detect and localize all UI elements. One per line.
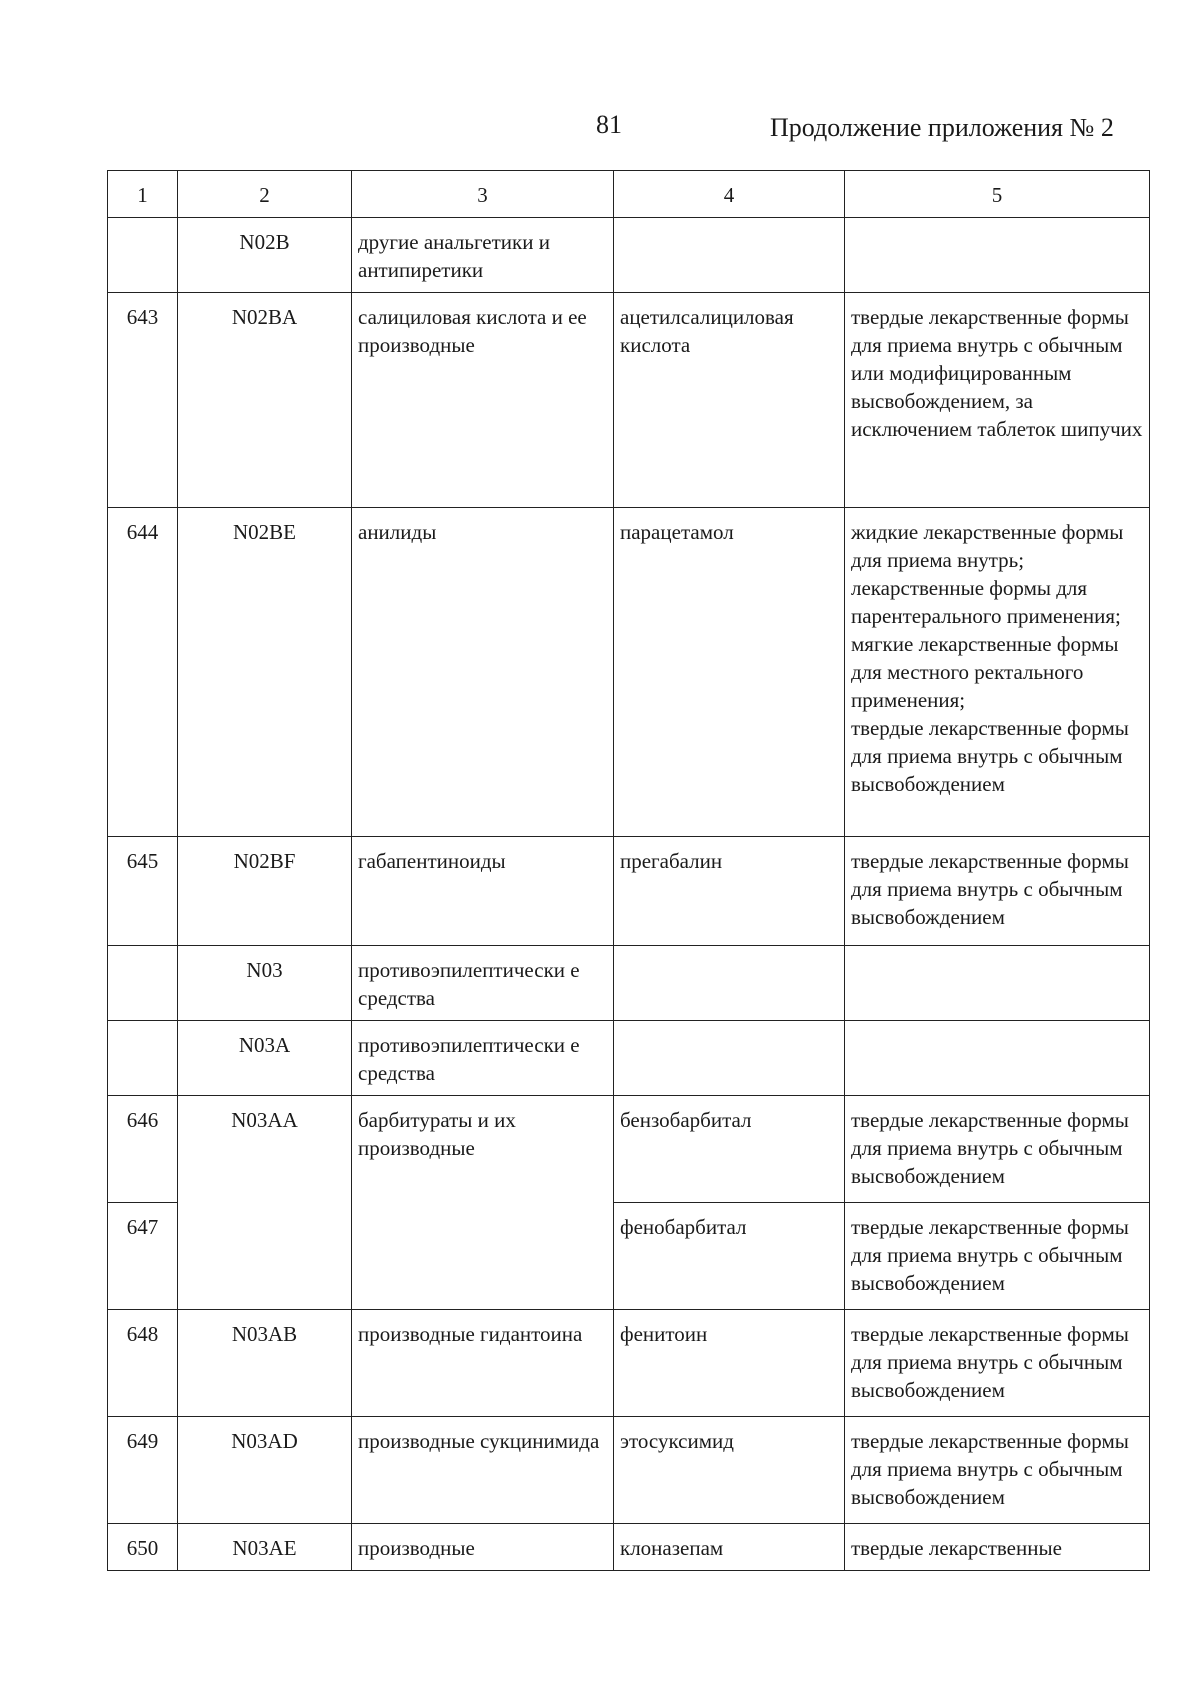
table-row <box>108 946 1150 1021</box>
dosage-forms <box>845 1021 1150 1096</box>
atc-code: N02BE <box>178 508 352 837</box>
page-number: 81 <box>596 110 622 139</box>
atc-code: N03AD <box>178 1417 352 1524</box>
group-name: анилиды <box>352 508 614 837</box>
group-name: производные сукцинимида <box>352 1417 614 1524</box>
column-header: 3 <box>352 171 614 218</box>
column-header: 1 <box>108 171 178 218</box>
group-name: противоэпилептически е средства <box>352 946 614 1021</box>
table-row <box>108 1310 1150 1417</box>
row-number: 650 <box>108 1524 178 1571</box>
column-header: 4 <box>614 171 845 218</box>
table-row <box>108 1417 1150 1524</box>
group-name: производные гидантоина <box>352 1310 614 1417</box>
table-row <box>108 508 1150 837</box>
dosage-forms <box>845 946 1150 1021</box>
group-name: барбитураты и их производные <box>352 1096 614 1310</box>
dosage-forms: твердые лекарственные формы для приема внутрь с обычным высвобождением <box>845 837 1150 946</box>
row-number <box>108 218 178 293</box>
drug-table <box>107 170 1150 1571</box>
atc-code: N03AA <box>178 1096 352 1310</box>
substance-name: клоназепам <box>614 1524 845 1571</box>
table-row <box>108 1096 1150 1203</box>
group-name: противоэпилептически е средства <box>352 1021 614 1096</box>
group-name: другие анальгетики и антипиретики <box>352 218 614 293</box>
atc-code: N02BF <box>178 837 352 946</box>
substance-name: фенитоин <box>614 1310 845 1417</box>
table-row <box>108 1524 1150 1571</box>
dosage-forms: твердые лекарственные формы для приема внутрь с обычным или модифицированным высвобождением, за исключением таблеток шипучих <box>845 293 1150 508</box>
substance-name: ацетилсалициловая кислота <box>614 293 845 508</box>
row-number: 644 <box>108 508 178 837</box>
row-number <box>108 1021 178 1096</box>
row-number: 646 <box>108 1096 178 1203</box>
group-name: габапентиноиды <box>352 837 614 946</box>
dosage-forms: твердые лекарственные <box>845 1524 1150 1571</box>
substance-name: фенобарбитал <box>614 1203 845 1310</box>
row-number <box>108 946 178 1021</box>
table-row <box>108 293 1150 508</box>
group-name: производные <box>352 1524 614 1571</box>
column-header: 5 <box>845 171 1150 218</box>
dosage-forms: твердые лекарственные формы для приема внутрь с обычным высвобождением <box>845 1203 1150 1310</box>
atc-code: N03 <box>178 946 352 1021</box>
atc-code: N03A <box>178 1021 352 1096</box>
substance-name: этосуксимид <box>614 1417 845 1524</box>
table-header-row <box>108 171 1150 218</box>
row-number: 643 <box>108 293 178 508</box>
table-row <box>108 1021 1150 1096</box>
dosage-forms <box>845 218 1150 293</box>
dosage-forms: жидкие лекарственные формы для приема внутрь; лекарственные формы для парентерального применения; мягкие лекарственные формы для местного ректального применения; твердые лекарственные формы для приема внутрь с обычным высвобождением <box>845 508 1150 837</box>
table-row <box>108 218 1150 293</box>
dosage-forms: твердые лекарственные формы для приема внутрь с обычным высвобождением <box>845 1096 1150 1203</box>
substance-name: прегабалин <box>614 837 845 946</box>
atc-code: N03AB <box>178 1310 352 1417</box>
substance-name: парацетамол <box>614 508 845 837</box>
atc-code: N02BA <box>178 293 352 508</box>
page-header: Продолжение приложения № 2 <box>770 113 1114 142</box>
row-number: 649 <box>108 1417 178 1524</box>
row-number: 648 <box>108 1310 178 1417</box>
substance-name <box>614 1021 845 1096</box>
dosage-forms: твердые лекарственные формы для приема внутрь с обычным высвобождением <box>845 1417 1150 1524</box>
group-name: салициловая кислота и ее производные <box>352 293 614 508</box>
atc-code: N02B <box>178 218 352 293</box>
dosage-forms: твердые лекарственные формы для приема внутрь с обычным высвобождением <box>845 1310 1150 1417</box>
row-number: 645 <box>108 837 178 946</box>
row-number: 647 <box>108 1203 178 1310</box>
atc-code: N03AE <box>178 1524 352 1571</box>
column-header: 2 <box>178 171 352 218</box>
table-row <box>108 837 1150 946</box>
substance-name <box>614 218 845 293</box>
substance-name: бензобарбитал <box>614 1096 845 1203</box>
substance-name <box>614 946 845 1021</box>
